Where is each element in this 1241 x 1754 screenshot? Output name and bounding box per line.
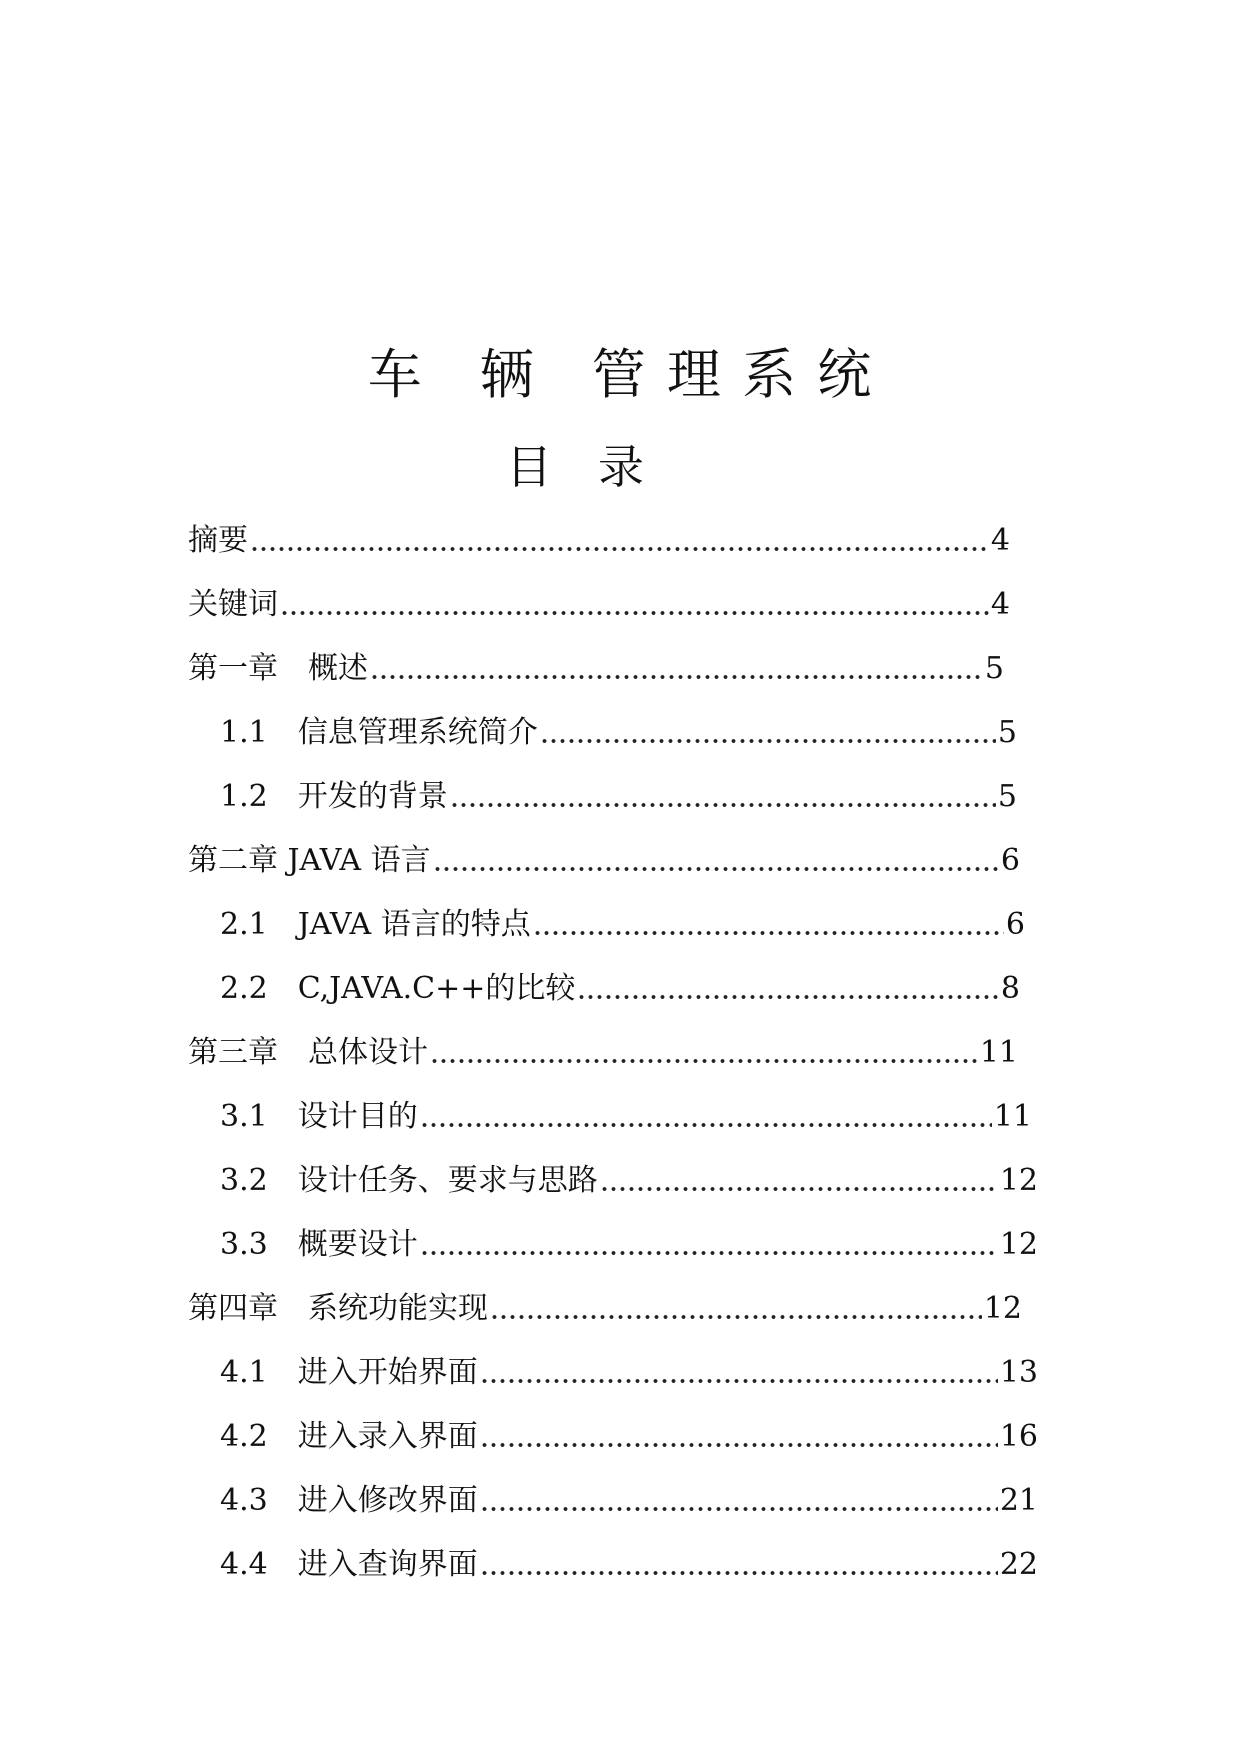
toc-dot-leader — [533, 905, 1004, 945]
toc-entry-page: 4 — [990, 523, 1010, 558]
toc-entry-page: 6 — [1000, 843, 1020, 878]
toc-dot-leader — [600, 1161, 998, 1201]
toc-entry[interactable] — [220, 773, 1017, 817]
toc-entry-label: 1.1 信息管理系统简介 — [220, 715, 538, 750]
toc-entry-page: 5 — [997, 779, 1017, 814]
toc-entry[interactable] — [188, 517, 1010, 561]
toc-entry-page: 13 — [999, 1355, 1038, 1390]
toc-entry[interactable] — [220, 1541, 1038, 1585]
toc-entry-label: 4.3 进入修改界面 — [220, 1483, 478, 1518]
toc-entry-label: 3.2 设计任务、要求与思路 — [220, 1163, 598, 1198]
toc-entry[interactable] — [220, 709, 1017, 753]
toc-dot-leader — [577, 969, 999, 1009]
toc-heading: 目 录 — [506, 440, 644, 494]
toc-entry-label: 4.2 进入录入界面 — [220, 1419, 478, 1454]
toc-entry-page: 11 — [979, 1035, 1018, 1070]
toc-entry-label: 第一章 概述 — [188, 651, 368, 686]
toc-entry[interactable] — [188, 837, 1020, 881]
toc-dot-leader — [480, 1545, 998, 1585]
toc-entry-label: 2.2 C,JAVA.C++的比较 — [220, 971, 576, 1006]
toc-entry[interactable] — [220, 1093, 1032, 1137]
toc-entry-page: 12 — [999, 1163, 1038, 1198]
toc-dot-leader — [480, 1481, 998, 1521]
toc-dot-leader — [450, 777, 996, 817]
toc-dot-leader — [420, 1225, 998, 1265]
toc-entry-label: 4.4 进入查询界面 — [220, 1547, 478, 1582]
toc-entry[interactable] — [188, 645, 1004, 689]
toc-dot-leader — [250, 521, 989, 561]
toc-entry-page: 12 — [983, 1291, 1022, 1326]
toc-dot-leader — [433, 841, 999, 881]
toc-entry[interactable] — [188, 581, 1010, 625]
document-title: 车 辆 管 理 系 统 — [367, 343, 874, 406]
toc-dot-leader — [280, 585, 989, 625]
toc-entry[interactable] — [220, 1221, 1038, 1265]
toc-entry-page: 11 — [993, 1099, 1032, 1134]
toc-entry[interactable] — [188, 1285, 1022, 1329]
toc-entry-label: 3.3 概要设计 — [220, 1227, 418, 1262]
toc-entry[interactable] — [220, 965, 1020, 1009]
toc-entry-label: 1.2 开发的背景 — [220, 779, 448, 814]
toc-entry-page: 16 — [999, 1419, 1038, 1454]
toc-entry[interactable] — [220, 1477, 1038, 1521]
toc-entry-label: 摘要 — [188, 523, 248, 558]
toc-entry-page: 4 — [990, 587, 1010, 622]
toc-entry-page: 12 — [999, 1227, 1038, 1262]
toc-entry-label: 2.1 JAVA 语言的特点 — [220, 907, 531, 942]
toc-entry-page: 6 — [1005, 907, 1025, 942]
toc-dot-leader — [430, 1033, 978, 1073]
toc-dot-leader — [480, 1353, 998, 1393]
toc-dot-leader — [420, 1097, 992, 1137]
toc-entry[interactable] — [220, 1413, 1038, 1457]
toc-dot-leader — [370, 649, 983, 689]
toc-entry[interactable] — [220, 1349, 1038, 1393]
toc-entry-label: 3.1 设计目的 — [220, 1099, 418, 1134]
toc-entry[interactable] — [220, 901, 1025, 945]
toc-entry[interactable] — [220, 1157, 1038, 1201]
toc-entry-label: 第四章 系统功能实现 — [188, 1291, 488, 1326]
toc-entry-page: 22 — [999, 1547, 1038, 1582]
toc-entry-label: 第二章 JAVA 语言 — [188, 843, 431, 878]
toc-dot-leader — [490, 1289, 982, 1329]
toc-entry-label: 第三章 总体设计 — [188, 1035, 428, 1070]
toc-entry-label: 4.1 进入开始界面 — [220, 1355, 478, 1390]
toc-entry[interactable] — [188, 1029, 1018, 1073]
toc-entry-label: 关键词 — [188, 587, 278, 622]
toc-dot-leader — [540, 713, 996, 753]
toc-entry-page: 5 — [984, 651, 1004, 686]
toc-entry-page: 21 — [999, 1483, 1038, 1518]
toc-entry-page: 8 — [1000, 971, 1020, 1006]
toc-entry-page: 5 — [997, 715, 1017, 750]
toc-dot-leader — [480, 1417, 998, 1457]
